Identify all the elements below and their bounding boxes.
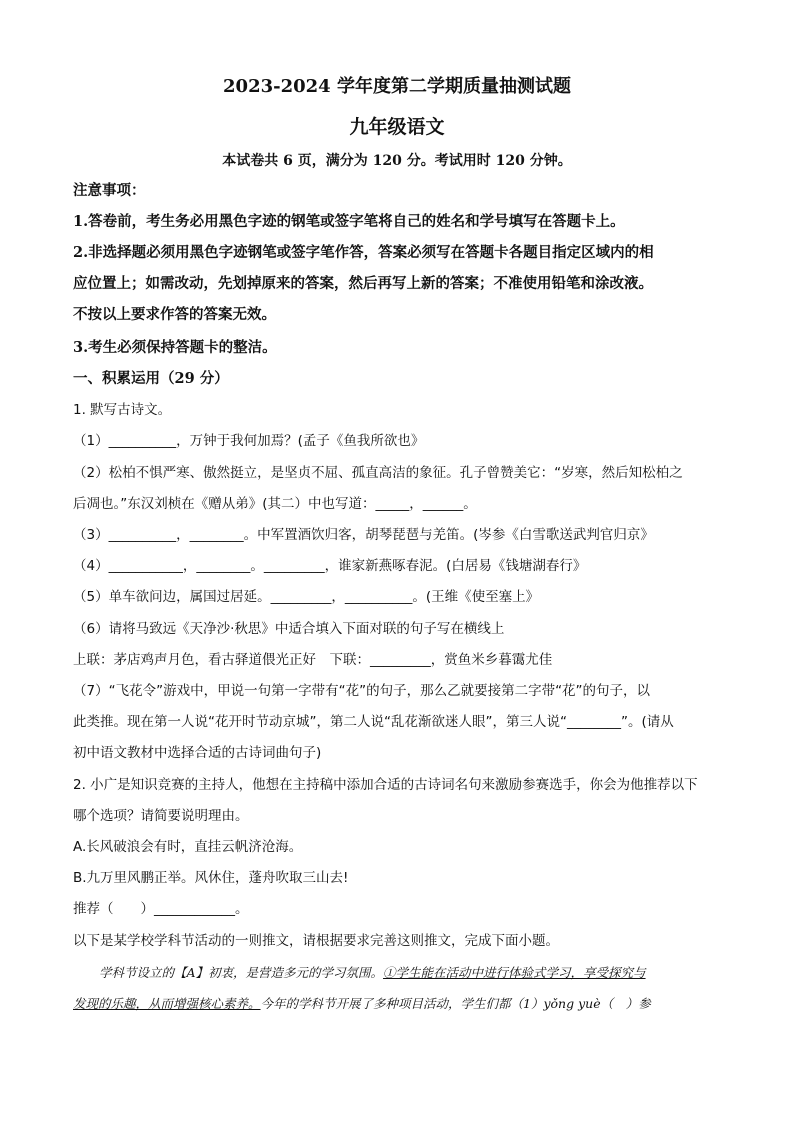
q2-stem-b: 哪个选项？请简要说明理由。 — [73, 808, 249, 824]
q2-option-a: A.长风破浪会有时，直挂云帆济沧海。 — [73, 839, 303, 855]
passage-line-2 — [73, 994, 733, 1014]
q1-line-2b: 后凋也。”东汉刘桢在《赠从弟》(其二）中也写道：_____，______。 — [73, 496, 477, 512]
q2-option-b: B.九万里风鹏正举。风休住，蓬舟吹取三山去! — [73, 870, 349, 886]
q1-line-7a: （7）“飞花令”游戏中，甲说一句第一字带有“花”的句子，那么乙就要接第二字带“花”的句子，以 — [73, 683, 651, 699]
passage-line-1 — [99, 963, 739, 983]
q1-line-6: （6）请将马致远《天净沙·秋思》中适合填入下面对联的句子写在横线上 — [73, 621, 505, 637]
section-heading: 一、积累运用（29 分） — [73, 370, 229, 387]
passage-line-2-tail: 今年的学科节开展了多种项目活动，学生们都（1）yǒng yuè（ ）参 — [260, 996, 651, 1011]
passage-line-1-lead: 学科节设立的【A】初衷，是营造多元的学习氛围。 — [99, 965, 384, 980]
notice-item-2c: 不按以上要求作答的答案无效。 — [73, 306, 276, 323]
exam-title: 2023-2024 学年度第二学期质量抽测试题 — [223, 76, 571, 97]
q1-line-3: （3）__________，________。中军置酒饮归客，胡琴琵琶与羌笛。(岑参《白雪歌送武判官归京》 — [73, 527, 654, 543]
q1-line-7c: 初中语文教材中选择合适的古诗词曲句子) — [73, 745, 322, 761]
passage-line-1-underlined: ①学生能在活动中进行体验式学习，享受探究与 — [383, 965, 646, 980]
notice-heading: 注意事项： — [73, 182, 146, 199]
exam-info: 本试卷共 6 页，满分为 120 分。考试用时 120 分钟。 — [222, 153, 572, 169]
q1-line-5: （5）单车欲问边，属国过居延。_________，__________。(王维《使至塞上》 — [73, 589, 540, 605]
passage-line-2-underlined: 发现的乐趣，从而增强核心素养。 — [73, 996, 261, 1011]
q1-line-7b: 此类推。现在第一人说“花开时节动京城”，第二人说“乱花渐欲迷人眼”，第三人说“________”。(请从 — [73, 714, 674, 730]
exam-subtitle: 九年级语文 — [349, 116, 445, 138]
q1-stem: 1. 默写古诗文。 — [73, 402, 172, 418]
notice-item-2b: 应位置上；如需改动，先划掉原来的答案，然后再写上新的答案；不准使用铅笔和涂改液。 — [73, 275, 653, 292]
q1-line-2a: （2）松柏不惧严寒、傲然挺立，是坚贞不屈、孤直高洁的象征。孔子曾赞美它：“岁寒，然后知松柏之 — [73, 465, 683, 481]
notice-item-2a: 2.非选择题必须用黑色字迹钢笔或签字笔作答，答案必须写在答题卡各题目指定区域内的相 — [73, 244, 654, 261]
q2-stem-a: 2. 小广是知识竞赛的主持人，他想在主持稿中添加合适的古诗词名句来激励参赛选手，你会为他推荐以下 — [73, 777, 698, 793]
passage-intro: 以下是某学校学科节活动的一则推文，请根据要求完善这则推文，完成下面小题。 — [73, 933, 559, 949]
q1-line-1: （1）__________，万钟于我何加焉？(孟子《鱼我所欲也》 — [73, 433, 425, 449]
q1-line-4: （4）___________，________。_________，谁家新燕啄春泥。(白居易《钱塘湖春行》 — [73, 558, 587, 574]
notice-item-3: 3.考生必须保持答题卡的整洁。 — [73, 339, 277, 356]
q2-recommend: 推荐（ ）____________。 — [73, 901, 249, 917]
q1-line-6b: 上联：茅店鸡声月色，看古驿道偎光正好 下联：_________，赏鱼米乡暮霭尤佳 — [73, 652, 553, 668]
notice-item-1: 1.答卷前，考生务必用黑色字迹的钢笔或签字笔将自己的姓名和学号填写在答题卡上。 — [73, 213, 625, 230]
